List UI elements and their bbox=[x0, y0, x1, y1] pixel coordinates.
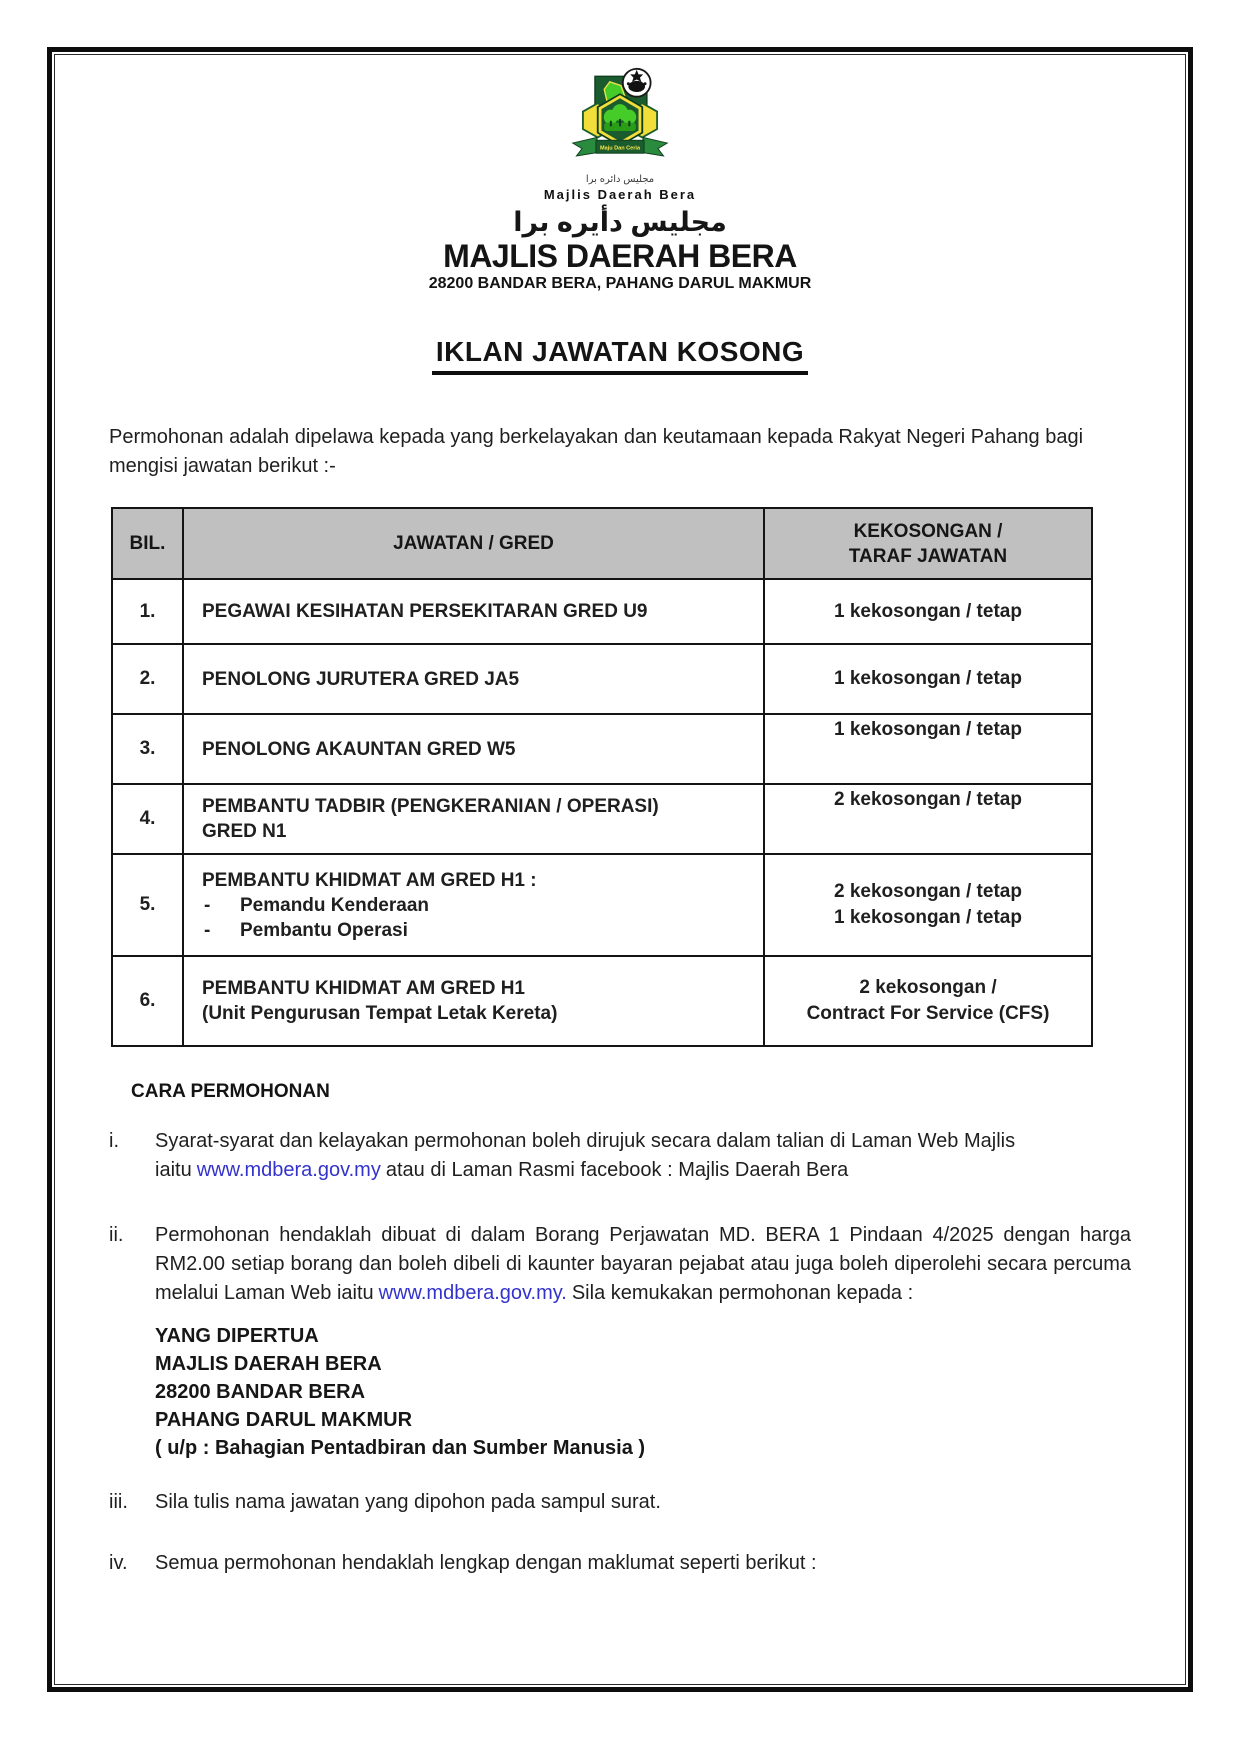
org-name: MAJLIS DAERAH BERA bbox=[443, 238, 797, 274]
header-kekosongan-text: KEKOSONGAN / TARAF JAWATAN bbox=[848, 520, 1008, 567]
list-item-iii bbox=[109, 1488, 1131, 1517]
letterhead bbox=[109, 67, 1131, 294]
item-ii-text-cont: Sila kemukakan permohonan kepada : bbox=[571, 1282, 914, 1304]
list-number: ii. bbox=[109, 1224, 124, 1246]
header-kekosongan bbox=[764, 508, 1092, 579]
cell-bil: 5. bbox=[112, 854, 183, 956]
cell-jawatan bbox=[183, 956, 764, 1046]
cell-kekosongan bbox=[764, 579, 1092, 644]
address-line: 28200 BANDAR BERA bbox=[155, 1381, 366, 1403]
list-number: i. bbox=[109, 1130, 119, 1152]
address-line: ( u/p : Bahagian Pentadbiran dan Sumber Manusia ) bbox=[155, 1437, 646, 1459]
list-text bbox=[155, 1127, 1131, 1185]
cara-permohonan-heading: CARA PERMOHONAN bbox=[131, 1081, 330, 1102]
mdb-crest-logo bbox=[563, 67, 677, 169]
postal-address-block bbox=[155, 1322, 1131, 1462]
header-jawatan: JAWATAN / GRED bbox=[183, 508, 764, 579]
cell-bil: 4. bbox=[112, 784, 183, 854]
cell-bil: 2. bbox=[112, 644, 183, 714]
cell-bil: 1. bbox=[112, 579, 183, 644]
item-i-text-cont: atau di Laman Rasmi facebook : Majlis Daerah Bera bbox=[385, 1159, 849, 1181]
document-content bbox=[55, 55, 1185, 1684]
list-text bbox=[155, 1221, 1131, 1308]
org-name-jawi: مجليس دأيره برا bbox=[513, 207, 727, 237]
list-item-ii bbox=[109, 1221, 1131, 1308]
cell-jawatan bbox=[183, 784, 764, 854]
cell-jawatan bbox=[183, 644, 764, 714]
table-row bbox=[112, 854, 1092, 956]
list-text: Sila tulis nama jawatan yang dipohon pada sampul surat. bbox=[155, 1491, 661, 1513]
address-line: PAHANG DARUL MAKMUR bbox=[155, 1409, 413, 1431]
jawatan-line: PENOLONG AKAUNTAN GRED W5 bbox=[202, 738, 516, 760]
kekosongan-line: Contract For Service (CFS) bbox=[806, 1003, 1050, 1024]
cara-permohonan-list bbox=[109, 1127, 1131, 1578]
crest-motto: Maju Dan Ceria bbox=[599, 145, 641, 152]
cell-jawatan bbox=[183, 579, 764, 644]
table-row bbox=[112, 644, 1092, 714]
jawatan-line: PEGAWAI KESIHATAN PERSEKITARAN GRED U9 bbox=[202, 601, 648, 622]
item-i-text: Syarat-syarat dan kelayakan permohonan boleh dirujuk secara dalam talian di Laman Web Majlis iaitu bbox=[155, 1130, 1016, 1181]
mdbera-website-link[interactable]: www.mdbera.gov.my. bbox=[378, 1282, 567, 1304]
jawatan-bullet-line bbox=[202, 918, 753, 943]
vacancy-table bbox=[111, 507, 1093, 1047]
cell-kekosongan bbox=[764, 644, 1092, 714]
kekosongan-line: 2 kekosongan / bbox=[859, 977, 997, 998]
bullet-dash: - bbox=[204, 894, 211, 916]
table-row bbox=[112, 956, 1092, 1046]
table-row bbox=[112, 579, 1092, 644]
org-address: 28200 BANDAR BERA, PAHANG DARUL MAKMUR bbox=[428, 275, 812, 292]
crest-caption: Majlis Daerah Bera bbox=[543, 187, 697, 202]
kekosongan-line: 2 kekosongan / tetap bbox=[834, 881, 1022, 902]
header-bil: BIL. bbox=[112, 508, 183, 579]
kekosongan-line: 1 kekosongan / tetap bbox=[834, 907, 1022, 928]
cell-jawatan bbox=[183, 854, 764, 956]
bullet-dash: - bbox=[204, 919, 211, 941]
page-title: IKLAN JAWATAN KOSONG bbox=[432, 336, 808, 375]
table-row bbox=[112, 714, 1092, 784]
cell-kekosongan bbox=[764, 784, 1092, 854]
intro-paragraph: Permohonan adalah dipelawa kepada yang berkelayakan dan keutamaan kepada Rakyat Negeri Pahang bagi mengisi jawatan berikut :- bbox=[109, 426, 1084, 477]
cell-kekosongan bbox=[764, 854, 1092, 956]
cell-kekosongan bbox=[764, 714, 1092, 784]
kekosongan-line: 1 kekosongan / tetap bbox=[834, 719, 1022, 740]
item-ii-text: Permohonan hendaklah dibuat di dalam Borang Perjawatan MD. BERA 1 Pindaan 4/2025 dengan harga RM2.00 setiap borang dan boleh dibeli di kaunter bayaran pejabat atau juga boleh diperolehi secara percuma melalui Laman Web iaitu bbox=[155, 1224, 1131, 1304]
title-row bbox=[109, 336, 1131, 375]
kekosongan-line: 1 kekosongan / tetap bbox=[834, 668, 1022, 689]
cell-kekosongan bbox=[764, 956, 1092, 1046]
bullet-text: Pemandu Kenderaan bbox=[240, 894, 429, 916]
mdbera-website-link[interactable]: www.mdbera.gov.my bbox=[196, 1159, 381, 1181]
list-item-iv bbox=[109, 1549, 1131, 1578]
jawatan-line: (Unit Pengurusan Tempat Letak Kereta) bbox=[202, 1003, 558, 1024]
table-row bbox=[112, 784, 1092, 854]
jawatan-line: PEMBANTU KHIDMAT AM GRED H1 : bbox=[202, 869, 537, 891]
address-line: YANG DIPERTUA bbox=[155, 1325, 319, 1347]
crest-ribbon-left bbox=[573, 137, 599, 156]
bullet-text: Pembantu Operasi bbox=[240, 919, 408, 941]
crest-ribbon-right bbox=[641, 137, 667, 156]
table-header-row bbox=[112, 508, 1092, 579]
page-border-inner-line bbox=[54, 54, 1186, 1685]
cell-bil: 6. bbox=[112, 956, 183, 1046]
jawatan-line: PENOLONG JURUTERA GRED JA5 bbox=[202, 668, 520, 690]
jawatan-line: GRED N1 bbox=[202, 821, 287, 842]
cell-jawatan bbox=[183, 714, 764, 784]
jawatan-bullet-line bbox=[202, 893, 753, 918]
kekosongan-line: 2 kekosongan / tetap bbox=[834, 789, 1022, 810]
list-number: iv. bbox=[109, 1552, 128, 1574]
jawatan-line: PEMBANTU TADBIR (PENGKERANIAN / OPERASI) bbox=[202, 796, 659, 817]
page-border-frame bbox=[47, 47, 1193, 1692]
address-line: MAJLIS DAERAH BERA bbox=[155, 1353, 382, 1375]
list-item-i bbox=[109, 1127, 1131, 1185]
list-number: iii. bbox=[109, 1491, 128, 1513]
list-text: Semua permohonan hendaklah lengkap dengan maklumat seperti berikut : bbox=[155, 1552, 817, 1574]
cell-bil: 3. bbox=[112, 714, 183, 784]
crest-caption-jawi: مجليس دائره برا bbox=[585, 174, 655, 185]
kekosongan-line: 1 kekosongan / tetap bbox=[834, 600, 1022, 622]
jawatan-line: PEMBANTU KHIDMAT AM GRED H1 bbox=[202, 978, 525, 999]
